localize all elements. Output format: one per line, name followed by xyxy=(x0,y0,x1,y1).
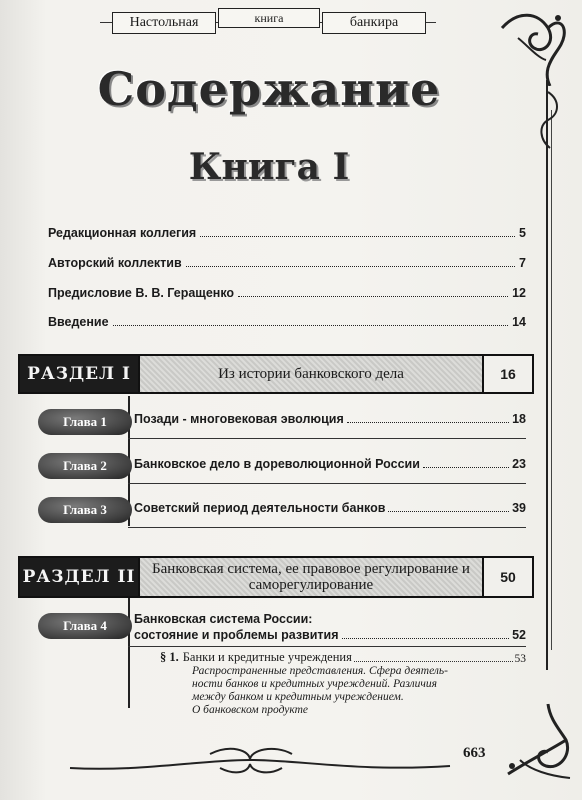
toc-entry[interactable] xyxy=(48,226,526,240)
book-subtitle: Книга I xyxy=(188,146,350,188)
section-tag: РАЗДЕЛ I xyxy=(20,356,138,392)
chapter-title: Советский период деятельности банков xyxy=(134,501,386,515)
paragraph-description xyxy=(192,665,492,717)
chapter-badge: Глава 3 xyxy=(38,497,132,523)
running-header-center: книга xyxy=(218,8,320,28)
chapter-badge: Глава 1 xyxy=(38,409,132,435)
chapter-rule xyxy=(128,527,526,528)
leader-dots xyxy=(354,661,513,662)
right-border-line-inner xyxy=(551,110,552,650)
running-header-right: банкира xyxy=(322,12,426,34)
paragraph-number: § 1. xyxy=(160,650,179,664)
chapter-rule xyxy=(128,438,526,439)
chapter-title: Банковская система России: xyxy=(134,612,313,626)
chapter-connector xyxy=(128,598,130,708)
chapter-title: Банковское дело в дореволюционной России xyxy=(134,457,420,471)
description-line: между банком и кредитным учреждением. xyxy=(192,691,404,703)
chapter-page: 18 xyxy=(512,412,526,426)
paragraph-title: Банки и кредитные учреждения xyxy=(182,650,352,664)
chapter-page: 39 xyxy=(512,501,526,515)
section-page: 50 xyxy=(484,558,532,596)
leader-dots xyxy=(186,266,515,267)
section-tag: РАЗДЕЛ II xyxy=(20,558,138,596)
description-line: ности банков и кредитных учреждений. Различия xyxy=(192,678,437,690)
leader-dots xyxy=(238,296,508,297)
description-line: О банковском продукте xyxy=(192,704,309,716)
toc-entry-label: Предисловие В. В. Геращенко xyxy=(48,286,235,300)
bottom-right-ornament xyxy=(500,700,574,782)
toc-entry[interactable] xyxy=(48,256,526,270)
chapter-entry[interactable] xyxy=(134,628,526,642)
toc-entry-page: 12 xyxy=(512,286,526,300)
chapter-entry[interactable] xyxy=(134,501,526,515)
toc-entry-label: Введение xyxy=(48,315,109,329)
chapter-rule xyxy=(128,646,526,647)
description-line: Распространенные представления. Сфера деятель- xyxy=(192,665,448,677)
chapter-badge: Глава 4 xyxy=(38,613,132,639)
chapter-title-line1[interactable] xyxy=(134,612,526,626)
chapter-title: Позади - многовековая эволюция xyxy=(134,412,344,426)
toc-entry-page: 14 xyxy=(512,315,526,329)
toc-entry-label: Авторский коллектив xyxy=(48,256,182,270)
leader-dots xyxy=(388,511,509,512)
chapter-rule xyxy=(128,483,526,484)
toc-entry-label: Редакционная коллегия xyxy=(48,226,197,240)
toc-entry[interactable] xyxy=(48,315,526,329)
chapter-page: 23 xyxy=(512,457,526,471)
paragraph-entry[interactable] xyxy=(160,650,526,665)
section-header[interactable] xyxy=(18,556,534,598)
toc-entry[interactable] xyxy=(48,286,526,300)
chapter-entry[interactable] xyxy=(134,457,526,471)
leader-dots xyxy=(423,467,509,468)
section-header[interactable] xyxy=(18,354,534,394)
leader-dots xyxy=(342,638,510,639)
leader-dots xyxy=(113,325,509,326)
page-number: 663 xyxy=(463,745,486,761)
running-header-left: Настольная xyxy=(112,12,216,34)
chapter-page: 52 xyxy=(512,628,526,642)
toc-entry-page: 5 xyxy=(519,226,526,240)
section-title: Из истории банковского дела xyxy=(138,356,484,392)
paragraph-page: 53 xyxy=(514,653,526,665)
bottom-flourish xyxy=(60,742,460,778)
chapter-badge: Глава 2 xyxy=(38,453,132,479)
toc-entry-page: 7 xyxy=(519,256,526,270)
section-page: 16 xyxy=(484,356,532,392)
section-title: Банковская система, ее правовое регулирование и саморегулирование xyxy=(138,558,484,596)
leader-dots xyxy=(200,236,515,237)
page-title: Содержание xyxy=(97,62,441,116)
chapter-title: состояние и проблемы развития xyxy=(134,628,339,642)
chapter-entry[interactable] xyxy=(134,412,526,426)
leader-dots xyxy=(347,422,509,423)
